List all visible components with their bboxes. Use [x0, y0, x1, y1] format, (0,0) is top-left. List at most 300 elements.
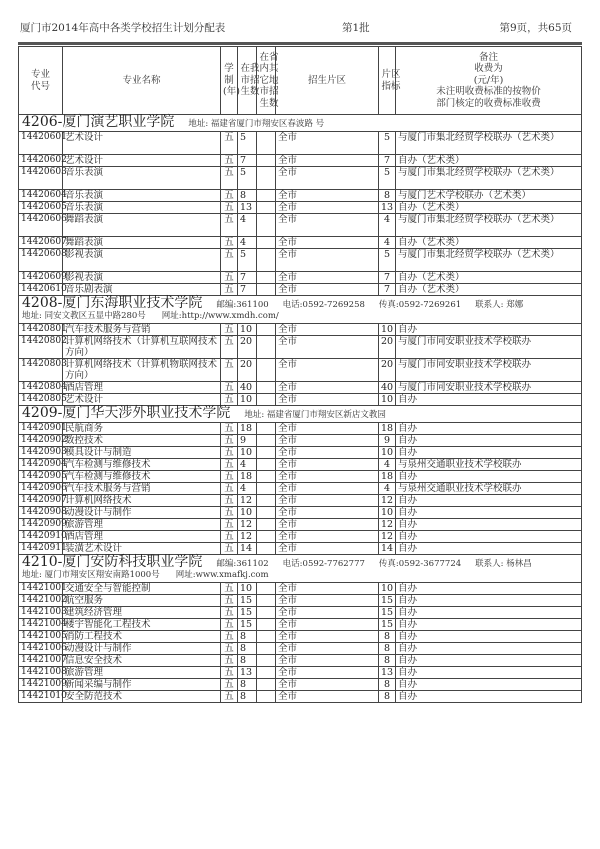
enrollment-area: 全市	[276, 359, 379, 382]
table-row	[19, 495, 582, 507]
province-enrollment	[257, 459, 276, 471]
major-code: 14421003	[19, 607, 63, 619]
local-enrollment: 20	[238, 336, 257, 359]
study-length: 五	[221, 435, 238, 447]
table-row	[19, 667, 582, 679]
major-name: 动漫设计与制作	[63, 507, 221, 519]
local-enrollment: 15	[238, 619, 257, 631]
study-length: 五	[221, 382, 238, 394]
local-enrollment: 10	[238, 324, 257, 336]
enrollment-area: 全市	[276, 531, 379, 543]
table-row	[19, 202, 582, 214]
col-header-area: 招生片区	[276, 47, 379, 115]
major-name: 汽车技术服务与营销	[63, 483, 221, 495]
school-line1	[22, 405, 578, 421]
major-code: 14420604	[19, 190, 63, 202]
major-code: 14420609	[19, 272, 63, 284]
note: 自办	[396, 607, 582, 619]
area-quota: 10	[379, 507, 396, 519]
major-code: 14421008	[19, 667, 63, 679]
table-row	[19, 423, 582, 435]
province-enrollment	[257, 394, 276, 406]
major-code: 14420910	[19, 531, 63, 543]
local-enrollment: 10	[238, 394, 257, 406]
province-enrollment	[257, 495, 276, 507]
area-quota: 15	[379, 607, 396, 619]
page-header	[20, 20, 580, 36]
major-name: 音乐表演	[63, 202, 221, 214]
study-length: 五	[221, 607, 238, 619]
school-header-row	[19, 296, 582, 324]
province-enrollment	[257, 655, 276, 667]
major-code: 14421005	[19, 631, 63, 643]
table-row	[19, 691, 582, 703]
area-quota: 10	[379, 447, 396, 459]
area-quota: 12	[379, 519, 396, 531]
table-row	[19, 324, 582, 336]
province-enrollment	[257, 583, 276, 595]
area-quota: 40	[379, 382, 396, 394]
province-enrollment	[257, 619, 276, 631]
local-enrollment: 13	[238, 667, 257, 679]
enrollment-area: 全市	[276, 382, 379, 394]
note: 自办（艺术类）	[396, 237, 582, 249]
local-enrollment: 15	[238, 595, 257, 607]
study-length: 五	[221, 167, 238, 190]
table-row	[19, 382, 582, 394]
major-name: 信息安全技术	[63, 655, 221, 667]
note: 自办	[396, 531, 582, 543]
province-enrollment	[257, 643, 276, 655]
major-name: 模具设计与制造	[63, 447, 221, 459]
major-code: 14420801	[19, 324, 63, 336]
school-postcode: 邮编:361100	[216, 300, 269, 310]
enrollment-area: 全市	[276, 471, 379, 483]
local-enrollment: 9	[238, 435, 257, 447]
school-name: 4210-厦门安防科技职业学院	[22, 554, 203, 570]
local-enrollment: 18	[238, 471, 257, 483]
note: 自办（艺术类）	[396, 284, 582, 296]
enrollment-area: 全市	[276, 132, 379, 155]
study-length: 五	[221, 655, 238, 667]
area-quota: 4	[379, 214, 396, 237]
school-website: 网址:www.xmafkj.com	[175, 570, 269, 580]
province-enrollment	[257, 531, 276, 543]
study-length: 五	[221, 272, 238, 284]
local-enrollment: 7	[238, 284, 257, 296]
study-length: 五	[221, 202, 238, 214]
study-length: 五	[221, 531, 238, 543]
major-name: 音乐表演	[63, 190, 221, 202]
note: 自办	[396, 619, 582, 631]
enrollment-area: 全市	[276, 324, 379, 336]
school-name: 4208-厦门东海职业技术学院	[22, 295, 203, 311]
major-code: 14420904	[19, 459, 63, 471]
page-info: 第9页，共65页	[499, 22, 572, 34]
major-code: 14420805	[19, 394, 63, 406]
area-quota: 20	[379, 359, 396, 382]
school-address: 地址: 厦门市翔安区翔安南路1000号	[22, 570, 160, 580]
note: 自办	[396, 495, 582, 507]
note: 自办	[396, 507, 582, 519]
enrollment-area: 全市	[276, 336, 379, 359]
school-contact: 联系人: 杨林昌	[475, 559, 532, 569]
area-quota: 4	[379, 237, 396, 249]
table-row	[19, 214, 582, 237]
study-length: 五	[221, 679, 238, 691]
enrollment-area: 全市	[276, 619, 379, 631]
enrollment-area: 全市	[276, 167, 379, 190]
enrollment-area: 全市	[276, 519, 379, 531]
study-length: 五	[221, 190, 238, 202]
enrollment-table	[18, 46, 582, 703]
local-enrollment: 5	[238, 132, 257, 155]
study-length: 五	[221, 336, 238, 359]
local-enrollment: 10	[238, 583, 257, 595]
major-name: 影视表演	[63, 249, 221, 272]
major-name: 交通安全与智能控制	[63, 583, 221, 595]
enrollment-area: 全市	[276, 495, 379, 507]
school-line2	[22, 570, 578, 581]
note: 自办	[396, 655, 582, 667]
province-enrollment	[257, 167, 276, 190]
major-name: 计算机网络技术（计算机物联网技术方向）	[63, 359, 221, 382]
note: 自办	[396, 679, 582, 691]
school-address: 地址: 福建省厦门市翔安区新店文教园	[244, 410, 386, 420]
enrollment-area: 全市	[276, 643, 379, 655]
province-enrollment	[257, 132, 276, 155]
major-code: 14420902	[19, 435, 63, 447]
local-enrollment: 4	[238, 459, 257, 471]
province-enrollment	[257, 435, 276, 447]
enrollment-area: 全市	[276, 691, 379, 703]
note: 自办	[396, 667, 582, 679]
local-enrollment: 12	[238, 495, 257, 507]
study-length: 五	[221, 495, 238, 507]
study-length: 五	[221, 459, 238, 471]
table-row	[19, 447, 582, 459]
enrollment-area: 全市	[276, 483, 379, 495]
school-header-row	[19, 115, 582, 132]
major-code: 14420602	[19, 155, 63, 167]
note: 自办（艺术类）	[396, 155, 582, 167]
school-info	[19, 115, 582, 132]
enrollment-area: 全市	[276, 607, 379, 619]
enrollment-area: 全市	[276, 655, 379, 667]
school-name: 4206-厦门演艺职业学院	[22, 114, 175, 130]
study-length: 五	[221, 483, 238, 495]
local-enrollment: 12	[238, 519, 257, 531]
province-enrollment	[257, 336, 276, 359]
table-row	[19, 284, 582, 296]
area-quota: 10	[379, 324, 396, 336]
note: 自办	[396, 324, 582, 336]
province-enrollment	[257, 359, 276, 382]
province-enrollment	[257, 679, 276, 691]
school-phone: 电话:0592-7269258	[282, 300, 365, 310]
note: 与厦门市同安职业技术学校联办	[396, 382, 582, 394]
table-row	[19, 459, 582, 471]
enrollment-area: 全市	[276, 237, 379, 249]
major-code: 14420804	[19, 382, 63, 394]
study-length: 五	[221, 132, 238, 155]
note: 自办	[396, 447, 582, 459]
local-enrollment: 4	[238, 214, 257, 237]
province-enrollment	[257, 691, 276, 703]
table-row	[19, 631, 582, 643]
note: 自办	[396, 691, 582, 703]
note: 与厦门市同安职业技术学校联办	[396, 359, 582, 382]
table-row	[19, 543, 582, 555]
table-row	[19, 619, 582, 631]
table-row	[19, 167, 582, 190]
major-code: 14420601	[19, 132, 63, 155]
major-code: 14421009	[19, 679, 63, 691]
province-enrollment	[257, 249, 276, 272]
area-quota: 5	[379, 132, 396, 155]
major-name: 计算机网络技术	[63, 495, 221, 507]
area-quota: 8	[379, 190, 396, 202]
major-name: 舞蹈表演	[63, 237, 221, 249]
province-enrollment	[257, 543, 276, 555]
school-phone: 电话:0592-7762777	[282, 559, 365, 569]
area-quota: 8	[379, 643, 396, 655]
major-code: 14421010	[19, 691, 63, 703]
batch-label: 第1批	[342, 22, 370, 34]
province-enrollment	[257, 507, 276, 519]
area-quota: 18	[379, 471, 396, 483]
major-name: 装潢艺术设计	[63, 543, 221, 555]
col-header-local: 在我市招生数	[238, 47, 257, 115]
province-enrollment	[257, 607, 276, 619]
major-name: 消防工程技术	[63, 631, 221, 643]
note: 自办	[396, 595, 582, 607]
area-quota: 10	[379, 394, 396, 406]
table-row	[19, 435, 582, 447]
major-name: 动漫设计与制作	[63, 643, 221, 655]
local-enrollment: 4	[238, 483, 257, 495]
school-name: 4209-厦门华天涉外职业技术学院	[22, 405, 231, 421]
major-name: 音乐表演	[63, 167, 221, 190]
study-length: 五	[221, 394, 238, 406]
table-row	[19, 190, 582, 202]
local-enrollment: 13	[238, 202, 257, 214]
province-enrollment	[257, 519, 276, 531]
province-enrollment	[257, 423, 276, 435]
major-code: 14420608	[19, 249, 63, 272]
note: 与厦门市同安职业技术学校联办	[396, 336, 582, 359]
enrollment-area: 全市	[276, 249, 379, 272]
note: 自办	[396, 519, 582, 531]
enrollment-area: 全市	[276, 190, 379, 202]
table-row	[19, 336, 582, 359]
local-enrollment: 5	[238, 249, 257, 272]
school-contact: 联系人: 郑娜	[475, 300, 524, 310]
enrollment-area: 全市	[276, 272, 379, 284]
note: 自办	[396, 435, 582, 447]
table-row	[19, 359, 582, 382]
local-enrollment: 8	[238, 643, 257, 655]
table-row	[19, 607, 582, 619]
local-enrollment: 8	[238, 631, 257, 643]
area-quota: 8	[379, 631, 396, 643]
major-code: 14420909	[19, 519, 63, 531]
note: 与泉州交通职业技术学校联办	[396, 483, 582, 495]
table-row	[19, 132, 582, 155]
col-header-note: 备注 收费为 (元/年) 未注明收费标准的按物价 部门核定的收费标准收费	[396, 47, 582, 115]
area-quota: 8	[379, 655, 396, 667]
local-enrollment: 40	[238, 382, 257, 394]
col-header-name: 专业名称	[63, 47, 221, 115]
table-row	[19, 531, 582, 543]
province-enrollment	[257, 190, 276, 202]
local-enrollment: 4	[238, 237, 257, 249]
major-name: 航空服务	[63, 595, 221, 607]
province-enrollment	[257, 667, 276, 679]
major-code: 14420802	[19, 336, 63, 359]
col-header-code: 专业代号	[19, 47, 63, 115]
local-enrollment: 12	[238, 531, 257, 543]
study-length: 五	[221, 423, 238, 435]
area-quota: 13	[379, 667, 396, 679]
major-name: 安全防范技术	[63, 691, 221, 703]
province-enrollment	[257, 284, 276, 296]
study-length: 五	[221, 643, 238, 655]
school-header-row	[19, 406, 582, 423]
note: 自办	[396, 583, 582, 595]
major-name: 艺术设计	[63, 132, 221, 155]
local-enrollment: 7	[238, 155, 257, 167]
province-enrollment	[257, 155, 276, 167]
table-row	[19, 249, 582, 272]
enrollment-area: 全市	[276, 667, 379, 679]
major-name: 旅游管理	[63, 667, 221, 679]
study-length: 五	[221, 155, 238, 167]
enrollment-area: 全市	[276, 459, 379, 471]
area-quota: 5	[379, 249, 396, 272]
area-quota: 10	[379, 583, 396, 595]
area-quota: 20	[379, 336, 396, 359]
col-header-length: 学制(年)	[221, 47, 238, 115]
study-length: 五	[221, 595, 238, 607]
province-enrollment	[257, 483, 276, 495]
province-enrollment	[257, 631, 276, 643]
area-quota: 12	[379, 495, 396, 507]
area-quota: 15	[379, 619, 396, 631]
major-code: 14420606	[19, 214, 63, 237]
local-enrollment: 8	[238, 190, 257, 202]
col-header-province: 在省内其它地市招生数	[257, 47, 276, 115]
major-name: 音乐剧表演	[63, 284, 221, 296]
school-line2	[22, 311, 578, 322]
enrollment-area: 全市	[276, 543, 379, 555]
study-length: 五	[221, 284, 238, 296]
enrollment-area: 全市	[276, 284, 379, 296]
note: 与厦门市集北经贸学校联办（艺术类）	[396, 132, 582, 155]
province-enrollment	[257, 237, 276, 249]
province-enrollment	[257, 272, 276, 284]
note: 与厦门市集北经贸学校联办（艺术类）	[396, 167, 582, 190]
study-length: 五	[221, 519, 238, 531]
school-fax: 传真:0592-7269261	[378, 300, 462, 310]
note: 自办	[396, 631, 582, 643]
enrollment-area: 全市	[276, 631, 379, 643]
table-row	[19, 394, 582, 406]
local-enrollment: 18	[238, 423, 257, 435]
major-name: 民航商务	[63, 423, 221, 435]
enrollment-area: 全市	[276, 583, 379, 595]
study-length: 五	[221, 507, 238, 519]
area-quota: 7	[379, 155, 396, 167]
school-line1	[22, 295, 578, 311]
major-name: 酒店管理	[63, 531, 221, 543]
school-line1	[22, 554, 578, 570]
local-enrollment: 8	[238, 691, 257, 703]
area-quota: 12	[379, 531, 396, 543]
province-enrollment	[257, 324, 276, 336]
major-name: 影视表演	[63, 272, 221, 284]
study-length: 五	[221, 583, 238, 595]
enrollment-area: 全市	[276, 435, 379, 447]
major-code: 14420906	[19, 483, 63, 495]
enrollment-area: 全市	[276, 507, 379, 519]
note: 自办（艺术类）	[396, 202, 582, 214]
table-body	[19, 115, 582, 703]
enrollment-area: 全市	[276, 447, 379, 459]
note: 与厦门艺术学校联办（艺术类）	[396, 190, 582, 202]
major-name: 艺术设计	[63, 394, 221, 406]
province-enrollment	[257, 471, 276, 483]
table-row	[19, 471, 582, 483]
school-line1	[22, 114, 578, 130]
enrollment-area: 全市	[276, 394, 379, 406]
note: 与厦门市集北经贸学校联办（艺术类）	[396, 214, 582, 237]
local-enrollment: 14	[238, 543, 257, 555]
major-name: 数控技术	[63, 435, 221, 447]
study-length: 五	[221, 691, 238, 703]
study-length: 五	[221, 237, 238, 249]
study-length: 五	[221, 324, 238, 336]
school-info	[19, 555, 582, 583]
school-address: 地址: 福建省厦门市翔安区春波路 号	[188, 119, 325, 129]
study-length: 五	[221, 631, 238, 643]
province-enrollment	[257, 447, 276, 459]
school-header-row	[19, 555, 582, 583]
local-enrollment: 15	[238, 607, 257, 619]
note: 自办	[396, 643, 582, 655]
enrollment-area: 全市	[276, 214, 379, 237]
school-postcode: 邮编:361102	[216, 559, 269, 569]
major-code: 14420803	[19, 359, 63, 382]
header-divider	[18, 42, 582, 45]
major-code: 14420607	[19, 237, 63, 249]
area-quota: 4	[379, 483, 396, 495]
province-enrollment	[257, 382, 276, 394]
local-enrollment: 10	[238, 447, 257, 459]
major-code: 14420907	[19, 495, 63, 507]
note: 与泉州交通职业技术学校联办	[396, 459, 582, 471]
area-quota: 4	[379, 459, 396, 471]
major-code: 14421004	[19, 619, 63, 631]
area-quota: 18	[379, 423, 396, 435]
note: 自办	[396, 471, 582, 483]
enrollment-area: 全市	[276, 155, 379, 167]
enrollment-area: 全市	[276, 679, 379, 691]
local-enrollment: 8	[238, 679, 257, 691]
major-name: 旅游管理	[63, 519, 221, 531]
table-row	[19, 595, 582, 607]
province-enrollment	[257, 595, 276, 607]
